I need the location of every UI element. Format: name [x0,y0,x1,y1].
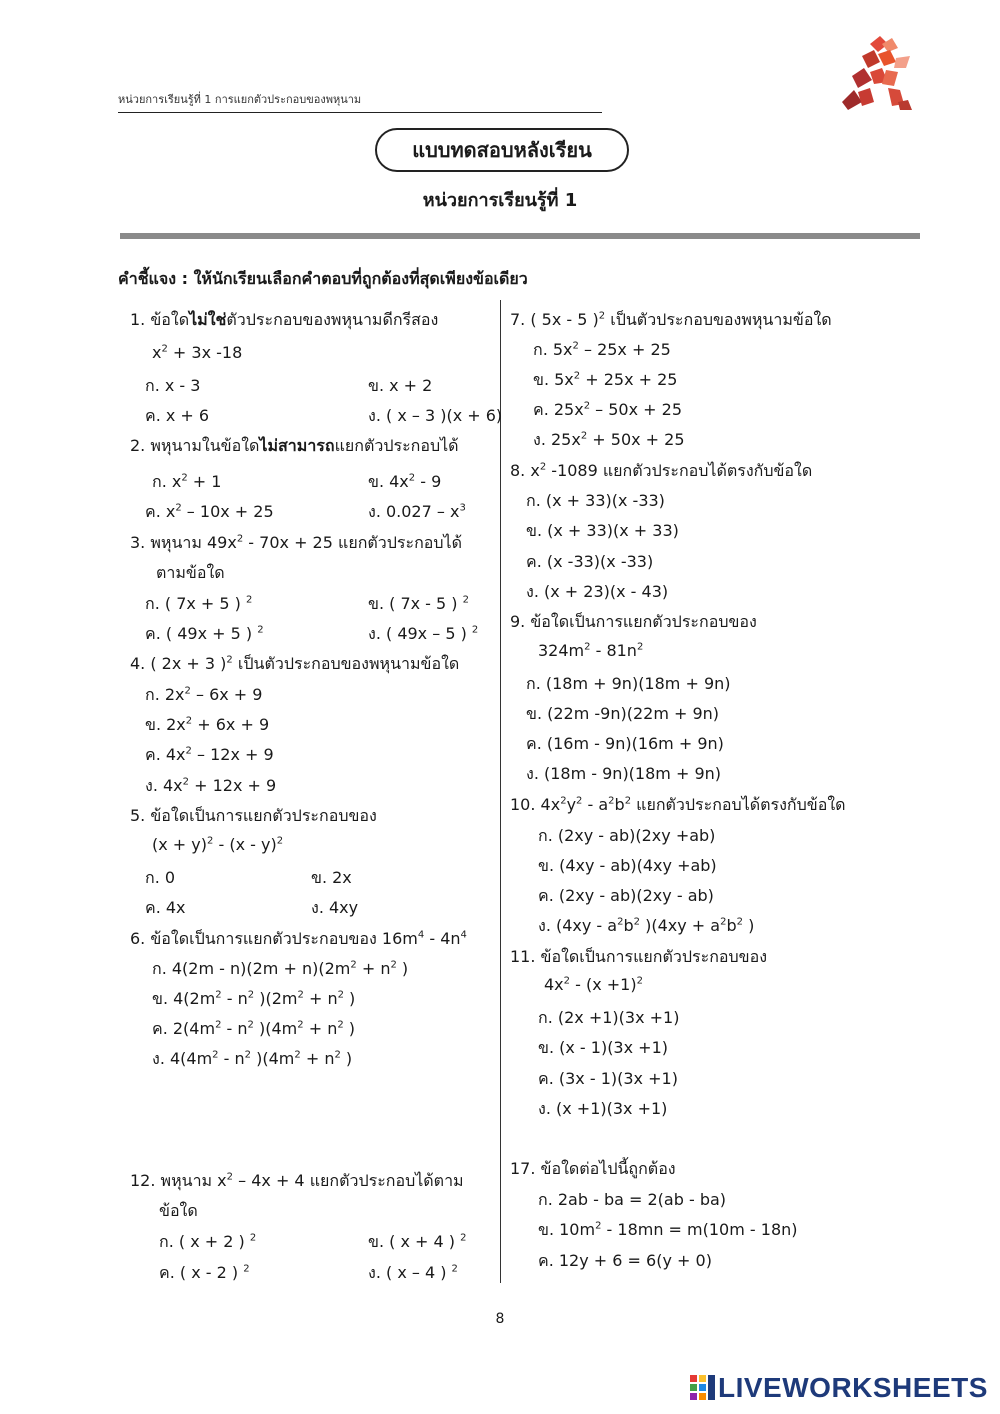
question-7: 7. ( 5x - 5 )$^2$ เป็นตัวประกอบของพหุนามข้อใด [510,310,832,329]
q6-option-c[interactable]: ค. $2(4m^2 - n^2$ )($4m^2 + n^2$ ) [152,1019,356,1038]
q17-option-b[interactable]: ข. $10m^2 - 18mn = m(10m - 18n)$ [538,1220,798,1239]
question-1: 1. ข้อใดไม่ใช่ตัวประกอบของพหุนามดีกรีสอง [130,310,439,329]
q9-option-c[interactable]: ค. (16m - 9n)(16m + 9n) [526,734,724,753]
question-12: 12. พหุนาม $x^2 - 4x + 4$ แยกตัวประกอบได้ตาม [130,1171,464,1190]
q1-option-b[interactable]: ข. x + 2 [368,376,433,395]
header-rule [118,112,602,113]
liveworksheets-brand: LIVEWORKSHEETS [718,1372,988,1403]
q12-option-d[interactable]: ง. ( x – 4 ) $^2$ [368,1263,458,1282]
question-3: 3. พหุนาม $49x^2 - 70x + 25$ แยกตัวประกอบได้ [130,533,462,552]
question-11: 11. ข้อใดเป็นการแยกตัวประกอบของ [510,947,768,966]
q11-option-c[interactable]: ค. (3x - 1)(3x +1) [538,1069,678,1088]
question-9-expression: $324m^2 - 81n^2$ [538,641,644,660]
q5-option-a[interactable]: ก. 0 [145,868,176,887]
q4-option-b[interactable]: ข. $2x^2 + 6x + 9$ [145,715,270,734]
q2-option-a[interactable]: ก. $x^2 + 1$ [152,472,222,491]
question-12-line2: ข้อใด [159,1201,198,1220]
question-3-line2: ตามข้อใด [156,563,225,582]
q1-option-c[interactable]: ค. x + 6 [145,406,210,425]
q3-option-a[interactable]: ก. ( 7x + 5 ) $^2$ [145,594,253,613]
q11-option-b[interactable]: ข. (x - 1)(3x +1) [538,1038,668,1057]
page-subtitle: หน่วยการเรียนรู้ที่ 1 [422,190,578,211]
q9-option-a[interactable]: ก. (18m + 9n)(18m + 9n) [526,674,731,693]
question-5-expression: $(x + y)^2 - (x - y)^2$ [152,835,284,854]
q12-option-a[interactable]: ก. ( x + 2 ) $^2$ [159,1232,257,1251]
unit-header: หน่วยการเรียนรู้ที่ 1 การแยกตัวประกอบของพหุนาม [118,93,362,106]
q7-option-d[interactable]: ง. $25x^2 + 50x + 25$ [533,430,685,449]
question-9: 9. ข้อใดเป็นการแยกตัวประกอบของ [510,612,757,631]
q3-option-d[interactable]: ง. ( 49x – 5 ) $^2$ [368,624,479,643]
q5-option-b[interactable]: ข. 2x [311,868,352,887]
q9-option-b[interactable]: ข. (22m -9n)(22m + 9n) [526,704,720,723]
question-10: 10. $4x^2y^2 - a^2b^2$ แยกตัวประกอบได้ตรงกับข้อใด [510,795,846,814]
section-divider [120,233,920,239]
question-5: 5. ข้อใดเป็นการแยกตัวประกอบของ [130,806,377,825]
q6-option-a[interactable]: ก. $4(2m - n)(2m + n)(2m^2 + n^2$ ) [152,959,409,978]
q6-option-d[interactable]: ง. $4(4m^2 - n^2$ )($4m^2 + n^2$ ) [152,1049,353,1068]
instructions: คำชี้แจง : ให้นักเรียนเลือกคำตอบที่ถูกต้องที่สุดเพียงข้อเดียว [118,269,528,288]
q10-option-a[interactable]: ก. (2xy - ab)(2xy +ab) [538,826,716,845]
a-logo-icon [840,36,918,112]
q2-option-b[interactable]: ข. $4x^2 - 9$ [368,472,442,491]
q1-option-a[interactable]: ก. x - 3 [145,376,201,395]
q17-option-a[interactable]: ก. 2ab - ba = 2(ab - ba) [538,1190,727,1209]
q4-option-c[interactable]: ค. $4x^2 - 12x + 9$ [145,745,274,764]
q12-option-c[interactable]: ค. ( x - 2 ) $^2$ [159,1263,250,1282]
page-title: แบบทดสอบหลังเรียน [375,128,629,172]
q9-option-d[interactable]: ง. (18m - 9n)(18m + 9n) [526,764,722,783]
q2-option-c[interactable]: ค. $x^2 - 10x + 25$ [145,502,274,521]
q7-option-a[interactable]: ก. $5x^2 - 25x + 25$ [533,340,671,359]
q8-option-d[interactable]: ง. (x + 23)(x - 43) [526,582,669,601]
q3-option-c[interactable]: ค. ( 49x + 5 ) $^2$ [145,624,264,643]
q10-option-d[interactable]: ง. ($4xy - a^2b^2$ )($4xy + a^2b^2$ ) [538,916,755,935]
q2-option-d[interactable]: ง. $0.027 - x^3$ [368,502,466,521]
q10-option-c[interactable]: ค. (2xy - ab)(2xy - ab) [538,886,714,905]
liveworksheets-logo-icon [690,1375,716,1401]
question-4: 4. ( 2x + 3 )$^2$ เป็นตัวประกอบของพหุนามข้อใด [130,654,460,673]
q5-option-d[interactable]: ง. 4xy [311,898,359,917]
q8-option-c[interactable]: ค. (x -33)(x -33) [526,552,654,571]
q8-option-a[interactable]: ก. (x + 33)(x -33) [526,491,665,510]
q1-option-d[interactable]: ง. ( x – 3 )(x + 6) [368,406,503,425]
q5-option-c[interactable]: ค. 4x [145,898,186,917]
q11-option-a[interactable]: ก. (2x +1)(3x +1) [538,1008,680,1027]
question-1-expression: $x^2 + 3x$ -18 [152,343,243,362]
column-divider [500,300,501,1283]
q10-option-b[interactable]: ข. (4xy - ab)(4xy +ab) [538,856,717,875]
q8-option-b[interactable]: ข. (x + 33)(x + 33) [526,521,679,540]
q17-option-c[interactable]: ค. 12y + 6 = 6(y + 0) [538,1251,712,1270]
question-17: 17. ข้อใดต่อไปนี้ถูกต้อง [510,1159,676,1178]
q7-option-b[interactable]: ข. $5x^2 + 25x + 25$ [533,370,678,389]
q3-option-b[interactable]: ข. ( 7x - 5 ) $^2$ [368,594,469,613]
q12-option-b[interactable]: ข. ( x + 4 ) $^2$ [368,1232,467,1251]
q6-option-b[interactable]: ข. $4(2m^2 - n^2$ )($2m^2 + n^2$ ) [152,989,356,1008]
q7-option-c[interactable]: ค. $25x^2 - 50x + 25$ [533,400,683,419]
q4-option-d[interactable]: ง. $4x^2 + 12x + 9$ [145,776,277,795]
question-11-expression: $4x^2 - (x +1)^2$ [544,975,643,994]
question-8: 8. $x^2$ -1089 แยกตัวประกอบได้ตรงกับข้อใด [510,461,813,480]
question-2: 2. พหุนามในข้อใดไม่สามารถแยกตัวประกอบได้ [130,436,459,455]
q4-option-a[interactable]: ก. $2x^2 - 6x + 9$ [145,685,263,704]
q11-option-d[interactable]: ง. (x +1)(3x +1) [538,1099,668,1118]
question-6: 6. ข้อใดเป็นการแยกตัวประกอบของ $16m^4 - 4n^4$ [130,929,467,948]
page-number: 8 [495,1311,505,1327]
